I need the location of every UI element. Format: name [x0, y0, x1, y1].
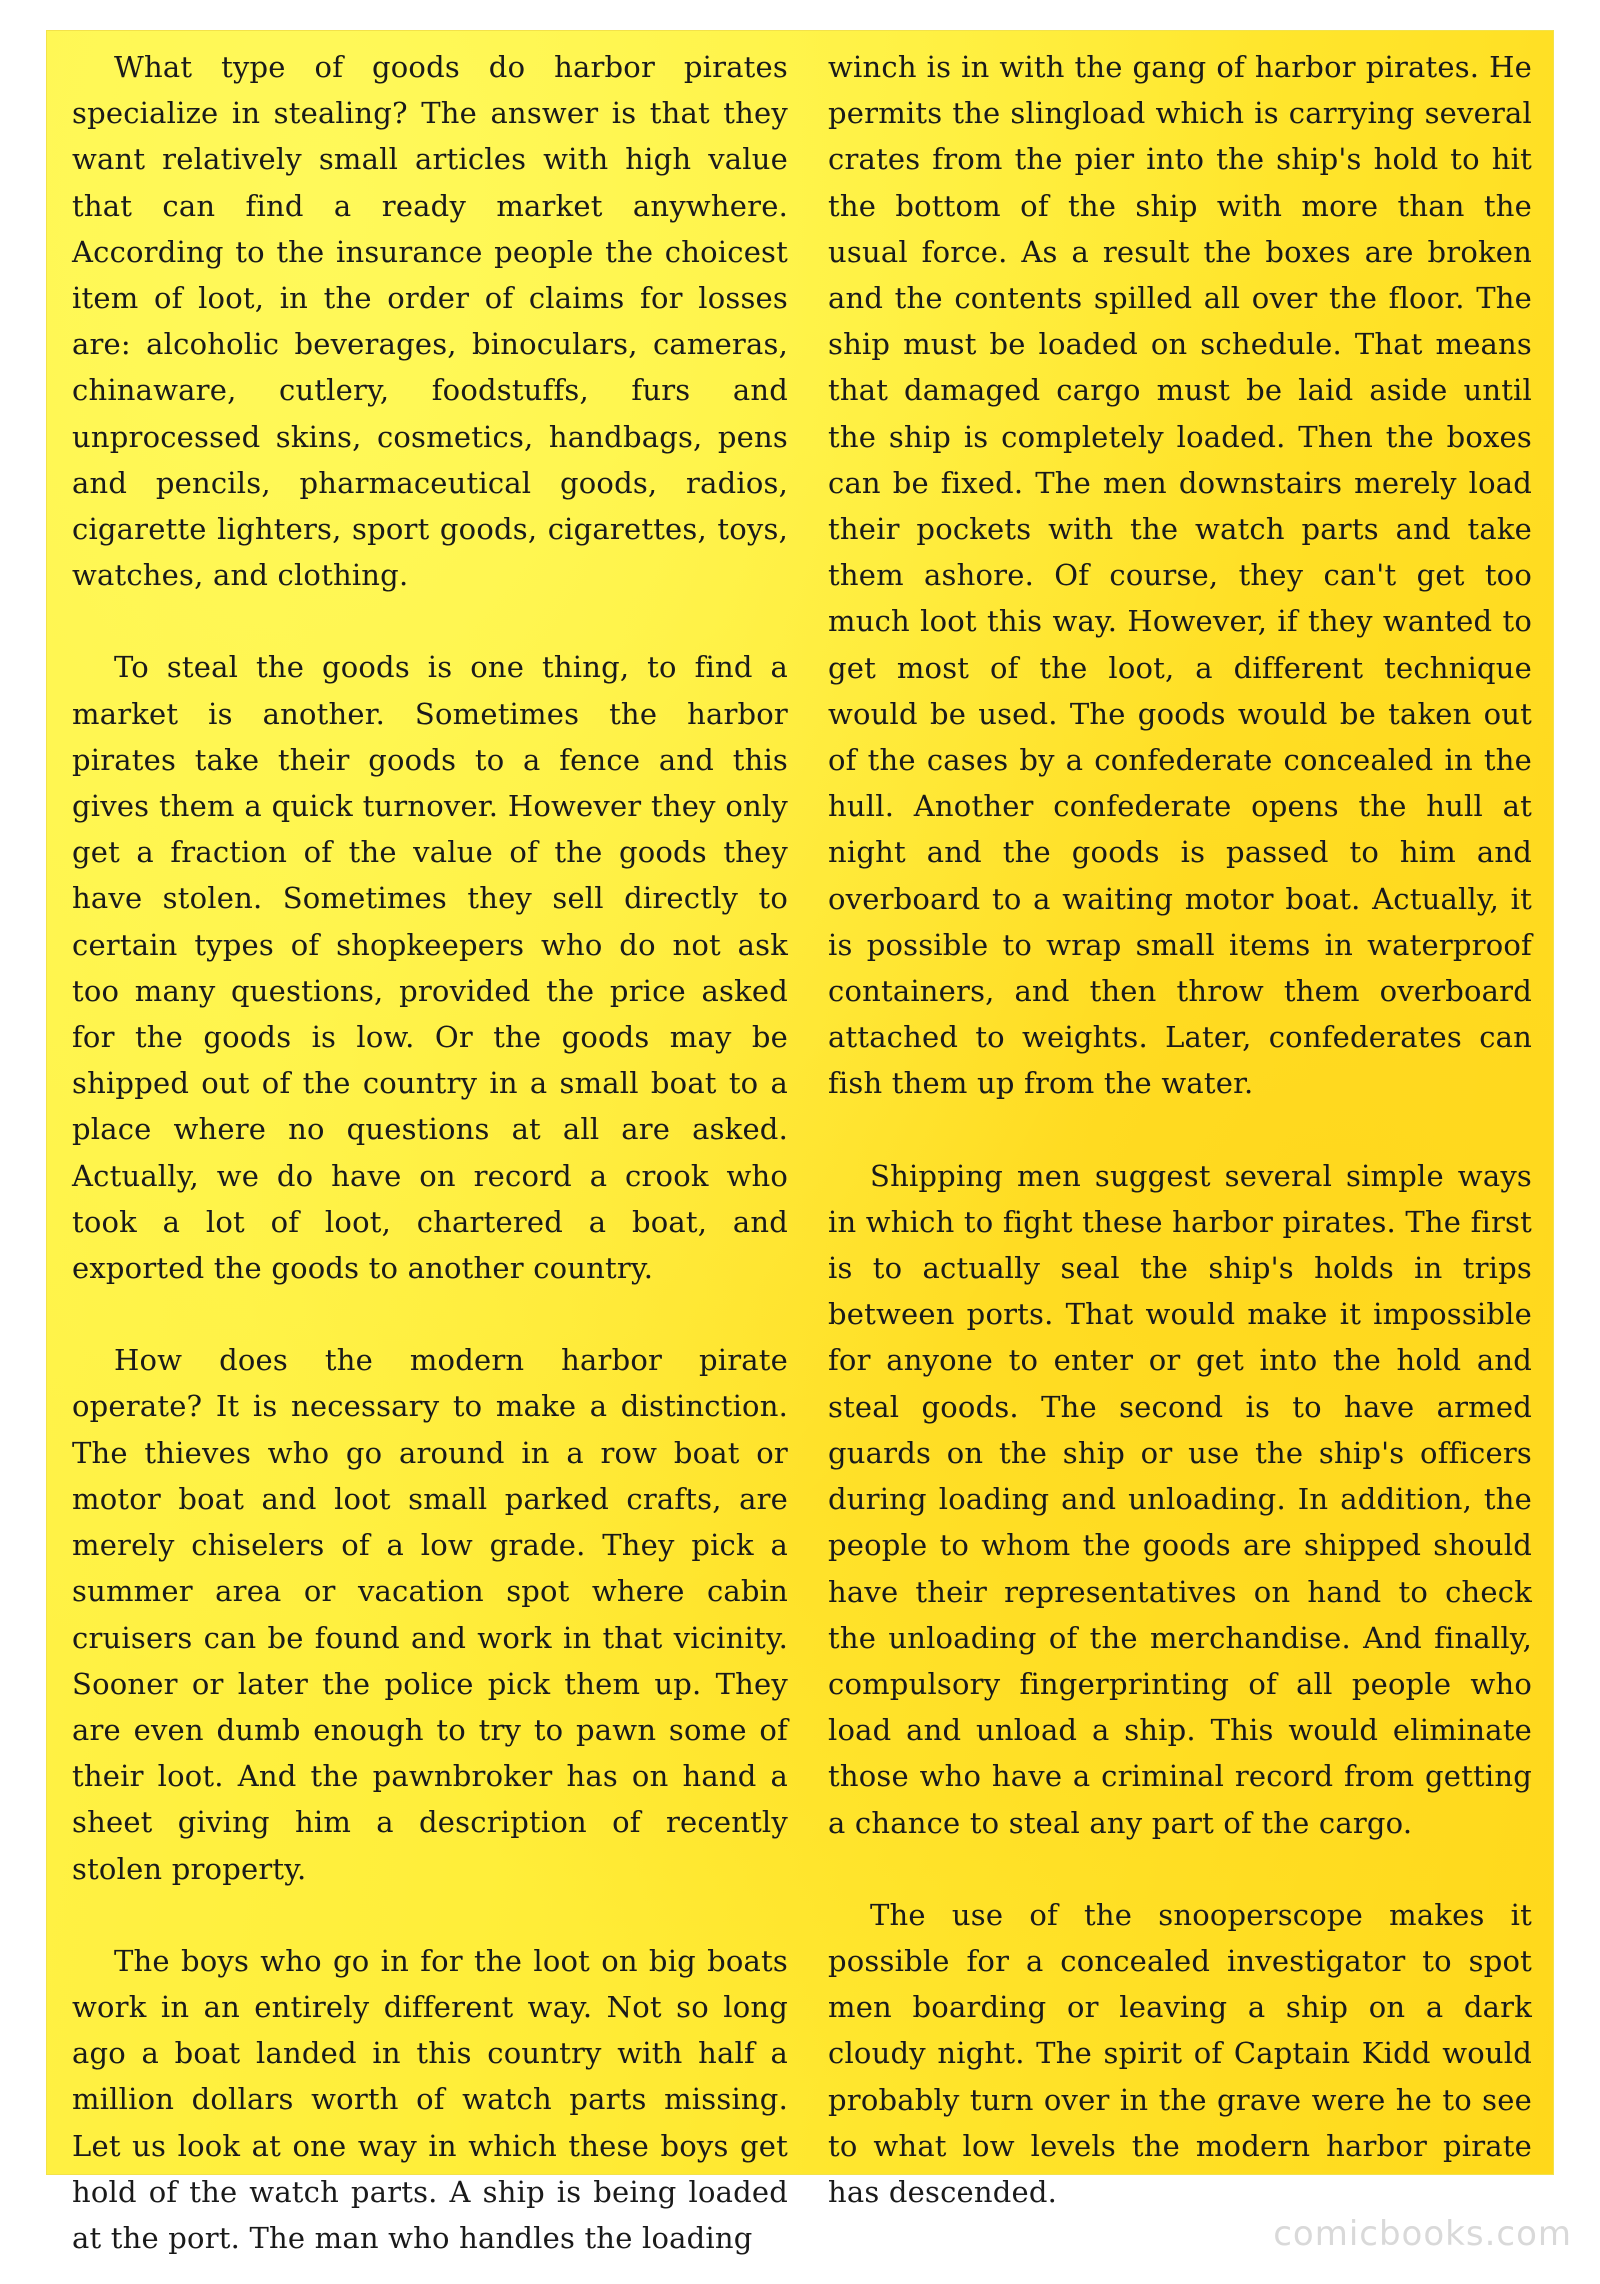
paragraph-ways-to-fight: Shipping men suggest several simple ways in which to fight these harbor pirates. The first is to actually seal the ship's holds in trips between ports. That would make it impossible for anyone to enter or get into the hold and steal goods. The second is to have armed guards on the ship or use the ship's officers during loading and unloading. In addition, the people to whom the goods are shipped should have their representatives on hand to check the unloading of the merchandise. And finally, compulsory fingerprinting of all people who load and unload a ship. This would eliminate those who have a criminal record from getting a chance to steal any part of the cargo. — [828, 1158, 1532, 1840]
paragraph-how-pirates-operate: How does the modern harbor pirate operate? It is necessary to make a distinction. The thieves who go around in a row boat or motor boat and loot small parked crafts, are merely chiselers of a low grade. They pick a summer area or vacation spot where cabin cruisers can be found and work in that vicinity. Sooner or later the police pick them up. They are even dumb enough to try to pawn some of their loot. And the pawnbroker has on hand a sheet giving him a description of recently stolen property. — [72, 1343, 788, 1886]
paragraph-goods-stolen: What type of goods do harbor pirates specialize in stealing? The answer is that they want relatively small articles with high value that can find a ready market anywhere. According to the insurance people the choicest item of loot, in the order of claims for losses are: alcoholic beverages, binoculars, cameras, chinaware, cutlery, foodstuffs, furs and unprocessed skins, cosmetics, handbags, pens and pencils, pharmaceutical goods, radios, cigarette lighters, sport goods, cigarettes, toys, watches, and clothing. — [72, 50, 788, 593]
paragraph-finding-market: To steal the goods is one thing, to find a market is another. Sometimes the harbor pirates take their goods to a fence and this gives them a quick turnover. However they only get a fraction of the value of the goods they have stolen. Sometimes they sell directly to certain types of shopkeepers who do not ask too many questions, provided the price asked for the goods is low. Or the goods may be shipped out of the country in a small boat to a place where no questions at all are asked. Actually, we do have on record a crook who took a lot of loot, chartered a boat, and exported the goods to another country. — [72, 650, 788, 1286]
paragraph-winch-continued: winch is in with the gang of harbor pirates. He permits the slingload which is carrying several crates from the pier into the ship's hold to hit the bottom of the ship with more than the usual force. As a result the boxes are broken and the contents spilled all over the floor. The ship must be loaded on schedule. That means that damaged cargo must be laid aside until the ship is completely loaded. Then the boxes can be fixed. The men downstairs merely load their pockets with the watch parts and take them ashore. Of course, they can't get too much loot this way. However, if they wanted to get most of the loot, a different technique would be used. The goods would be taken out of the cases by a confederate concealed in the hull. Another confederate opens the hull at night and the goods is passed to him and overboard to a waiting motor boat. Actually, it is possible to wrap small items in waterproof containers, and then throw them overboard attached to weights. Later, confederates can fish them up from the water. — [828, 50, 1532, 1101]
paragraph-big-boats: The boys who go in for the loot on big boats work in an entirely different way. Not so long ago a boat landed in this country with half a million dollars worth of watch parts missing. Let us look at one way in which these boys get hold of the watch parts. A ship is being loaded at the port. The man who handles the loading — [72, 1943, 788, 2255]
left-column — [72, 44, 788, 2261]
paragraph-snooperscope: The use of the snooperscope makes it possible for a concealed investigator to spot men boarding or leaving a ship on a dark cloudy night. The spirit of Captain Kidd would probably turn over in the grave were he to see to what low levels the modern harbor pirate has descended. — [828, 1897, 1532, 2209]
site-watermark: comicbooks.com — [1273, 2214, 1572, 2254]
right-column — [828, 44, 1532, 2215]
